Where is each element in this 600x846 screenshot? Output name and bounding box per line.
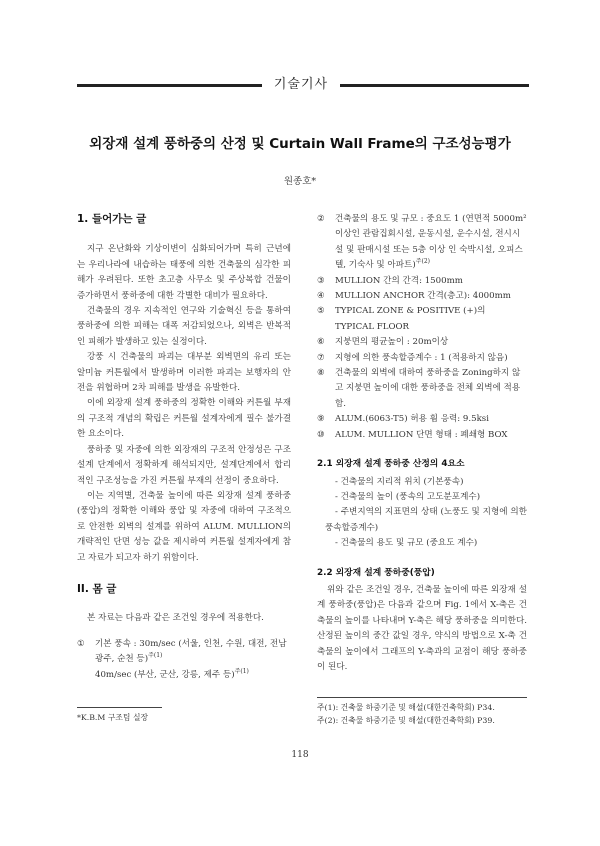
condition-item	[317, 212, 527, 274]
condition-item	[317, 304, 527, 335]
condition-item	[317, 412, 527, 427]
subsection-2-2-heading: 2.2 외장재 설계 풍하중(풍압)	[317, 567, 435, 578]
author-name: 원종호*	[283, 176, 317, 187]
footnote: 주(1): 건축물 하중기준 및 해설(대한건축학회) P34.	[317, 703, 495, 712]
section-2-heading: II. 몸 글	[77, 582, 117, 595]
item-text: 지형에 의한 풍속할증계수 : 1 (적용하지 않음)	[335, 352, 508, 363]
list-item: - 건축물의 지리적 위치 (기본풍속)	[335, 476, 464, 487]
item-text: 건축물의 용도 및 규모 : 중요도 1 (연면적 5000m² 이상인 관람집회시설, 운동시설, 운수시설, 전시시설 및 판매시설 또는 5층 이상 인 숙박시설, 오피스텔, 기숙사 및 아파트)	[335, 214, 527, 271]
item-marker: ⑨	[317, 414, 325, 425]
footnote-ref: 주(1)	[234, 667, 249, 675]
reference-footnotes	[317, 702, 495, 727]
author-footnote: *K.B.M 구조팀 실장	[77, 713, 149, 722]
item-text: MULLION ANCHOR 간격(층고): 4000mm	[335, 291, 511, 302]
footnote-rule	[317, 697, 527, 698]
condition-item	[317, 428, 527, 443]
condition-item	[317, 351, 527, 366]
item-text: ALUM.(6063-T5) 허용 휨 응력: 9.5ksi	[335, 414, 489, 425]
page-number: 118	[291, 750, 309, 760]
footnote: 주(2): 건축물 하중기준 및 해설(대한건축학회) P39.	[317, 715, 495, 725]
item-text: 40m/sec (부산, 군산, 강릉, 제주 등)	[95, 669, 235, 680]
item-text: 기본 풍속 : 30m/sec (서울, 인천, 수원, 대전, 전남 광주, 순천 등)	[95, 638, 287, 665]
item-marker: ⑤	[317, 306, 325, 317]
item-marker: ②	[317, 214, 325, 224]
condition-item	[317, 366, 527, 412]
item-text: 건축물의 외벽에 대하여 풍하중을 Zoning하지 않고 지붕면 높이에 대한 풍하중을 전체 외벽에 적용함.	[335, 368, 521, 409]
paragraph: 풍하중 및 자중에 의한 외장재의 구조적 안정성은 구조설계 단계에서 정확하게 해석되지만, 설계단계에서 합리적인 구조성능을 가진 커튼월 부재의 선정이 중요하다.	[77, 444, 291, 486]
item-marker: ⑧	[317, 368, 325, 379]
item-marker: ①	[77, 638, 85, 649]
paragraph: 이에 외장재 설계 풍하중의 정확한 이해와 커튼월 부재의 구조적 개념의 확립은 커튼월 설계자에게 필수 불가결한 요소이다.	[77, 398, 291, 440]
condition-item-1	[77, 637, 291, 683]
list-item: - 주변지역의 지표면의 상태 (노풍도 및 지형에 의한 풍속할증계수)	[325, 507, 527, 533]
left-column	[77, 212, 291, 683]
condition-item	[317, 289, 527, 304]
item-marker: ⑩	[317, 429, 325, 440]
item-marker: ④	[317, 291, 325, 302]
right-column	[317, 212, 527, 675]
paragraph: 지구 온난화와 기상이변이 심화되어가며 특히 근년에는 우리나라에 내습하는 태풍에 의한 건축물의 심각한 피해가 우려된다. 또한 초고층 사무소 및 주상복합 건물이 증가하면서 풍하중에 대한 각별한 대비가 필요하다.	[77, 244, 291, 301]
item-marker: ⑦	[317, 352, 325, 363]
subsection-2-1-heading: 2.1 외장재 설계 풍하중 산정의 4요소	[317, 459, 465, 470]
list-item: - 건축물의 높이 (풍속의 고도분포계수)	[335, 491, 481, 502]
item-text: ALUM. MULLION 단면 형태 : 폐쇄형 BOX	[335, 429, 508, 440]
footnote-ref: 주(2)	[415, 258, 430, 266]
paragraph: 이는 지역별, 건축물 높이에 따른 외장재 설계 풍하중(풍압)의 정확한 이해와 풍압 및 자중에 대하여 구조적으로 안전한 외벽의 설계를 위하여 ALUM. MULLION의 개략적인 단면 성능 값을 제시하여 커튼월 설계자에게 참고 자료가 되고자 하기 위함이다.	[77, 490, 291, 563]
footnote-rule	[77, 707, 162, 708]
section-header-label: 기술기사	[262, 73, 340, 97]
paragraph: 강풍 시 건축물의 파괴는 대부분 외벽면의 유리 또는 알미늄 커튼월에서 발생하며 이러한 파괴는 보행자의 안전을 위협하며 2차 피해를 발생을 유발한다.	[77, 352, 291, 394]
paragraph: 건축물의 경우 지속적인 연구와 기술혁신 등을 통하여 풍하중에 의한 피해는 대폭 저감되었으나, 외벽은 반복적인 피해가 발생하고 있는 실정이다.	[77, 306, 291, 347]
paragraph: 본 자료는 다음과 같은 조건일 경우에 적용한다.	[87, 613, 264, 624]
condition-item	[317, 335, 527, 350]
item-text: 지붕면의 평균높이 : 20m이상	[335, 337, 449, 348]
article-title: 외장재 설계 풍하중의 산정 및 Curtain Wall Frame의 구조성능평가	[89, 136, 511, 152]
section-1-heading: 1. 들어가는 글	[77, 213, 147, 225]
item-text: MULLION 간의 간격: 1500mm	[335, 275, 463, 286]
item-marker: ⑥	[317, 337, 325, 348]
footnote-ref: 주(1)	[148, 652, 163, 660]
item-text: TYPICAL ZONE & POSITIVE (+)의 TYPICAL FLOOR	[335, 306, 486, 332]
item-marker: ③	[317, 275, 325, 286]
condition-item	[317, 274, 527, 289]
list-item: - 건축물의 용도 및 규모 (중요도 계수)	[335, 538, 478, 549]
paragraph: 위와 같은 조건일 경우, 건축물 높이에 따른 외장재 설계 풍하중(풍압)은 다음과 같으며 Fig. 1에서 X-축은 건축물의 높이를 나타내며 Y-축은 해당 풍하중을 의미한다. 산정된 높이의 중간 값일 경우, 약식의 방법으로 X-축 건축물의 높이에서 그래프의 Y-축과의 교점이 해당 풍하중이 된다.	[317, 584, 527, 672]
